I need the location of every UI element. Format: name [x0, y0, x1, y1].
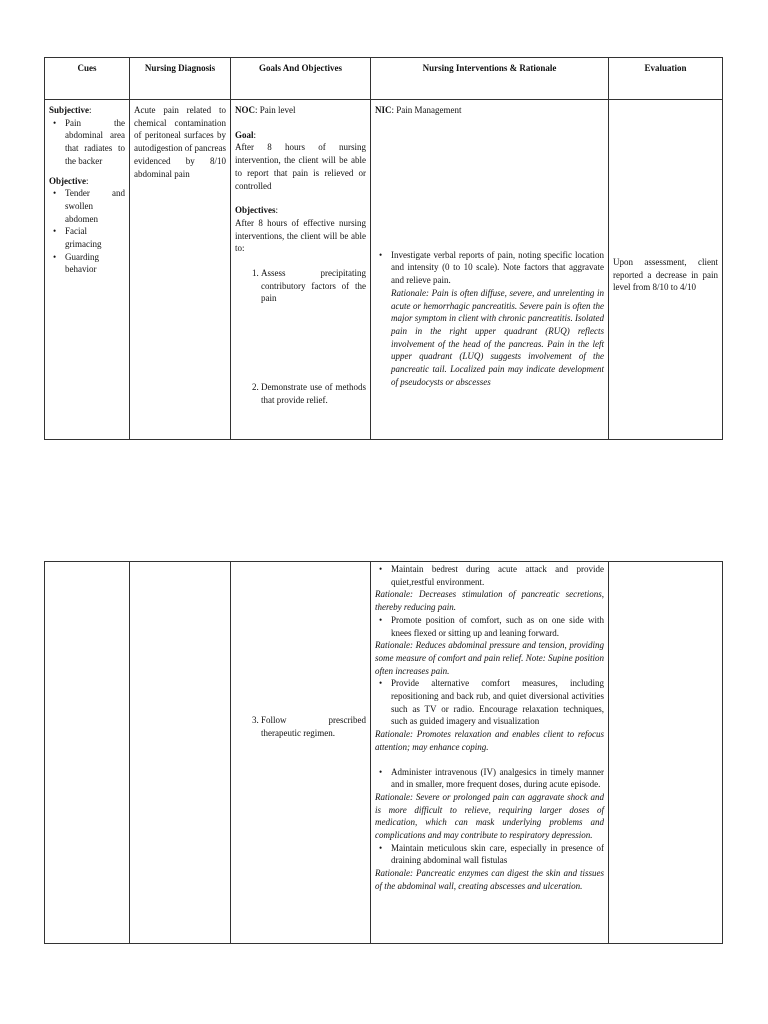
- diagnosis-cell-empty: [130, 562, 231, 944]
- objective-cue-item: • Facial grimacing: [65, 225, 125, 250]
- care-plan-table-page-2: [44, 561, 723, 944]
- goals-cell: [231, 562, 371, 944]
- objective-item-3: 3. Follow prescribed therapeutic regimen.: [261, 714, 366, 739]
- subjective-item: • Pain the abdominal area that radiates to the backer: [65, 117, 125, 168]
- intervention-item: • Administer intravenous (IV) analgesics in timely manner and in smaller, more frequent doses, during acute episode.: [391, 766, 604, 791]
- objectives-intro: After 8 hours of effective nursing interventions, the client will be able to:: [235, 217, 366, 254]
- nic-label: NIC: [375, 105, 392, 115]
- interventions-list: [375, 677, 604, 728]
- rationale-text: Rationale: Severe or prolonged pain can aggravate shock and is more difficult to relieve, requiring larger doses of medication, which can mask underlying problems and complications and may contribute to respiratory depression.: [375, 791, 604, 841]
- intervention-item: • Provide alternative comfort measures, including repositioning and back rub, and quiet diversional activities such as TV or radio. Encourage relaxation techniques, such as guided imagery and visualization: [391, 677, 604, 728]
- nursing-diagnosis-cell: Acute pain related to chemical contamination of peritoneal surfaces by autodigestion of pancreas evidenced by 8/10 abdominal pain: [130, 100, 231, 440]
- objectives-list: [235, 267, 366, 407]
- intervention-item: • Promote position of comfort, such as on one side with knees flexed or sitting up and leaning forward.: [391, 614, 604, 639]
- noc-value: : Pain level: [255, 105, 296, 115]
- objective-item-1: 1. Assess precipitating contributory factors of the pain: [261, 267, 366, 305]
- header-evaluation: Evaluation: [609, 58, 723, 100]
- evaluation-cell: [609, 100, 723, 440]
- header-cues: Cues: [45, 58, 130, 100]
- noc-label: NOC: [235, 105, 255, 115]
- nic-value: : Pain Management: [391, 105, 462, 115]
- plan-row-2: [45, 562, 723, 944]
- header-nursing-diagnosis: Nursing Diagnosis: [130, 58, 231, 100]
- rationale-text: Rationale: Promotes relaxation and enables client to refocus attention; may enhance coping.: [375, 729, 604, 752]
- objectives-label: Objectives: [235, 205, 276, 216]
- plan-row-1: [45, 100, 723, 440]
- header-goals-objectives: Goals And Objectives: [231, 58, 371, 100]
- objective-cue-item: • Guarding behavior: [65, 251, 125, 276]
- interventions-list: [375, 614, 604, 639]
- evaluation-cell-empty: [609, 562, 723, 944]
- interventions-list: [375, 249, 604, 287]
- interventions-list: [375, 563, 604, 588]
- subjective-list: [49, 117, 125, 168]
- goals-cell: NOC: Pain level Goal: After 8 hours of nursing intervention, the client will be able to report that pain is relieved or controlled Objectives: After 8 hours of effective nursing interventions, the client will be able to: 1. Assess precipitating contributory factors of the pain 2. Demonstrate use of methods that provide relief.: [231, 100, 371, 440]
- rationale-text: Rationale: Reduces abdominal pressure and tension, providing some measure of comfort and pain relief. Note: Supine position often increases pain.: [375, 640, 604, 676]
- rationale-text: Rationale: Pain is often diffuse, severe, and unrelenting in acute or hemorrhagic pancreatitis. Severe pain is often the major symptom in client with chronic pancreatitis. Isolated pain in the right upper quadrant (RUQ) reflects involvement of the head of the pancreas. Pain in the left upper quadrant (LUQ) suggests involvement of the pancreatic tail. Localized pain may indicate development of pseudocysts or abscesses: [391, 287, 604, 387]
- goal-text: After 8 hours of nursing intervention, the client will be able to report that pain is relieved or controlled: [235, 142, 366, 191]
- intervention-item: • Maintain bedrest during acute attack and provide quiet,restful environment.: [391, 563, 604, 588]
- intervention-item: • Maintain meticulous skin care, especially in presence of draining abdominal wall fistulas: [391, 842, 604, 867]
- objective-list: [49, 187, 125, 276]
- subjective-label: Subjective: [49, 105, 89, 115]
- interventions-cell: [371, 562, 609, 944]
- interventions-list: [375, 842, 604, 867]
- goal-label: Goal: [235, 129, 254, 140]
- interventions-cell: [371, 100, 609, 440]
- cues-cell-empty: [45, 562, 130, 944]
- header-row: [45, 58, 723, 100]
- interventions-list: [375, 766, 604, 791]
- rationale-text: Rationale: Pancreatic enzymes can digest the skin and tissues of the abdominal wall, creating abscesses and ulceration.: [375, 868, 604, 891]
- objective-item-2: 2. Demonstrate use of methods that provide relief.: [261, 381, 366, 406]
- cues-cell: Subjective: • Pain the abdominal area that radiates to the backer Objective: • Tender and swollen abdomen • Facial grimacing • Guarding behavior: [45, 100, 130, 440]
- care-plan-table-page-1: [44, 57, 723, 440]
- rationale-text: Rationale: Decreases stimulation of pancreatic secretions, thereby reducing pain.: [375, 589, 604, 613]
- header-interventions-rationale: Nursing Interventions & Rationale: [371, 58, 609, 100]
- evaluation-text: Upon assessment, client reported a decrease in pain level from 8/10 to 4/10: [613, 257, 718, 293]
- intervention-item: • Investigate verbal reports of pain, noting specific location and intensity (0 to 10 scale). Note factors that aggravate and relieve pain.: [391, 249, 604, 287]
- objective-label: Objective: [49, 175, 86, 186]
- objective-cue-item: • Tender and swollen abdomen: [65, 187, 125, 225]
- objectives-list-continued: [235, 714, 366, 739]
